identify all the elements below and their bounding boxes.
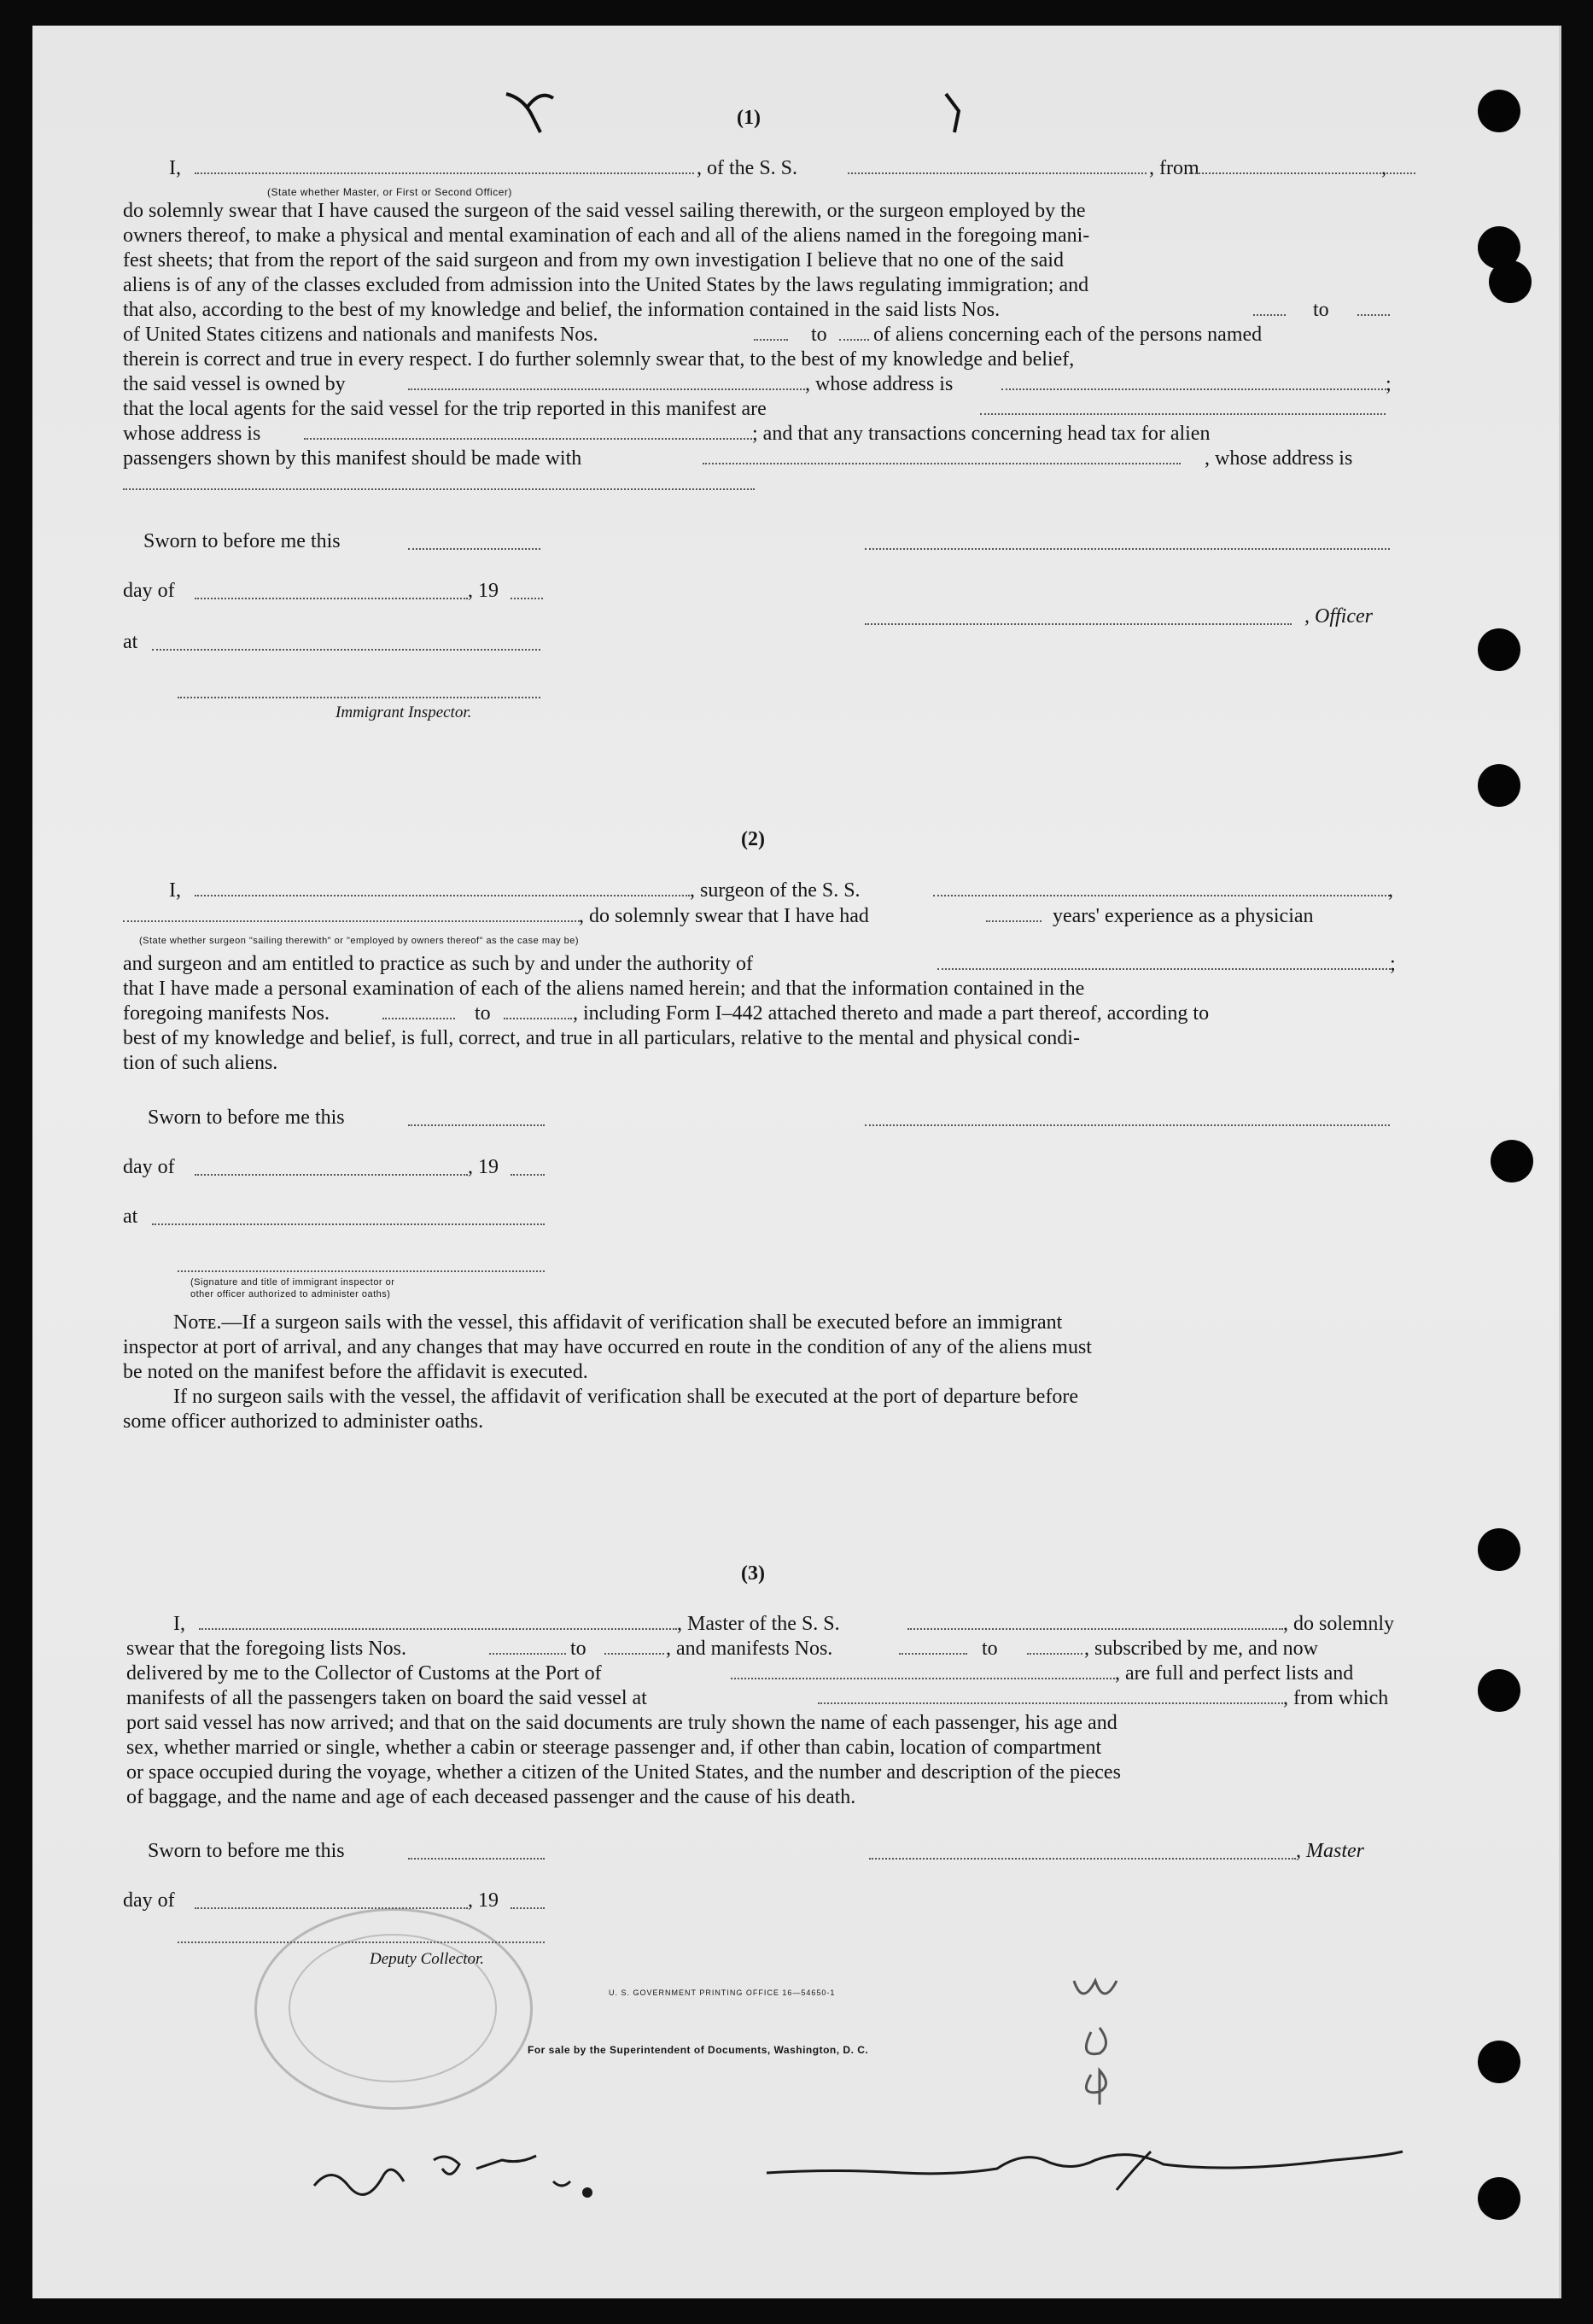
signature-line — [178, 1270, 545, 1272]
blank-line — [123, 488, 755, 490]
s1-of-aliens: of aliens concerning each of the persons named — [873, 324, 1263, 346]
blank-line — [511, 1907, 545, 1909]
signature-line — [865, 548, 1390, 550]
s3-full: , are full and perfect lists and — [1115, 1662, 1354, 1685]
blank-line — [511, 598, 543, 599]
s3-day-of: day of — [123, 1889, 175, 1912]
blank-line — [731, 1678, 1115, 1679]
punch-hole — [1478, 1669, 1520, 1712]
section-1-end: , — [1381, 157, 1386, 179]
section-1-i: I, — [169, 157, 181, 179]
blank-line — [899, 1653, 967, 1655]
s3-line: port said vessel has now arrived; and that on the said documents are truly shown the name of each passenger, his age and — [126, 1712, 1117, 1734]
punch-hole — [1478, 628, 1520, 671]
s3-swear: swear that the foregoing lists Nos. — [126, 1638, 406, 1660]
note-line: be noted on the manifest before the affidavit is executed. — [123, 1361, 588, 1383]
s3-deputy: Deputy Collector. — [370, 1950, 485, 1968]
s1-head-tax: ; and that any transactions concerning head tax for alien — [752, 423, 1211, 445]
s3-to2: to — [982, 1638, 998, 1660]
s2-year: , 19 — [468, 1156, 499, 1178]
note-line: inspector at port of arrival, and any changes that may have occurred en route in the condition of any of the aliens must — [123, 1336, 1092, 1358]
s2-line: foregoing manifests Nos. — [123, 1002, 330, 1025]
customs-stamp-inner — [289, 1934, 497, 2082]
sale-notice: For sale by the Superintendent of Documents, Washington, D. C. — [528, 2044, 869, 2056]
scan-border-right — [1559, 0, 1593, 2324]
s2-sig-note-2: other officer authorized to administer oaths) — [190, 1289, 391, 1299]
s3-subscribed: , subscribed by me, and now — [1084, 1638, 1318, 1660]
s3-line: of baggage, and the name and age of each deceased passenger and the cause of his death. — [126, 1786, 856, 1808]
blank-line — [195, 172, 694, 174]
s1-line: of United States citizens and nationals and manifests Nos. — [123, 324, 598, 346]
s2-form: , including Form I–442 attached thereto and made a part thereof, according to — [573, 1002, 1210, 1025]
s2-i: I, — [169, 879, 181, 902]
s1-to: to — [1313, 299, 1329, 321]
signature-line — [865, 1124, 1390, 1126]
s2-line: tion of such aliens. — [123, 1052, 278, 1074]
signature-line — [869, 1858, 1296, 1860]
gpo-imprint: U. S. GOVERNMENT PRINTING OFFICE 16—54650-1 — [609, 1988, 836, 1997]
s2-at: at — [123, 1206, 138, 1228]
s1-line: aliens is of any of the classes excluded from admission into the United States by the laws regulating immigration; and — [123, 274, 1089, 296]
s2-semicolon: ; — [1390, 953, 1396, 975]
s3-delivered: delivered by me to the Collector of Customs at the Port of — [126, 1662, 602, 1685]
s1-line: the said vessel is owned by — [123, 373, 346, 395]
punch-hole — [1491, 1140, 1533, 1182]
blank-line — [986, 920, 1042, 922]
blank-line — [604, 1653, 664, 1655]
signature-line — [178, 697, 540, 698]
s3-master: , Master of the S. S. — [677, 1613, 840, 1635]
handwritten-signature — [306, 2134, 647, 2211]
blank-line — [504, 1018, 572, 1019]
signature-line — [865, 623, 1292, 625]
s1-whose-address-end: , whose address is — [1205, 447, 1353, 470]
section-1-number: (1) — [737, 107, 761, 129]
s3-line: or space occupied during the voyage, whether a citizen of the United States, and the number and description of the pieces — [126, 1761, 1121, 1784]
handwritten-marks — [1065, 1947, 1142, 2117]
scan-border-top — [0, 0, 1593, 26]
s1-line: fest sheets; that from the report of the said surgeon and from my own investigation I believe that no one of the said — [123, 249, 1064, 272]
s3-to1: to — [570, 1638, 586, 1660]
blank-line — [408, 1858, 545, 1860]
s2-to: to — [475, 1002, 491, 1025]
blank-line — [754, 339, 788, 341]
s2-authority: and surgeon and am entitled to practice as such by and under the authority of — [123, 953, 753, 975]
blank-line — [907, 1628, 1283, 1630]
s3-year: , 19 — [468, 1889, 499, 1912]
punch-hole — [1478, 764, 1520, 807]
s2-sig-note-1: (Signature and title of immigrant inspector or — [190, 1277, 395, 1288]
blank-line — [199, 1628, 677, 1630]
blank-line — [408, 388, 805, 390]
s3-manifests-line: manifests of all the passengers taken on board the said vessel at — [126, 1687, 647, 1709]
s1-line: passengers shown by this manifest should be made with — [123, 447, 582, 470]
s2-years: years' experience as a physician — [1053, 905, 1314, 927]
s1-year: , 19 — [468, 580, 499, 602]
section-1-of-ss: , of the S. S. — [697, 157, 798, 179]
document-page — [32, 26, 1561, 2298]
blank-line — [511, 1174, 545, 1176]
blank-line — [382, 1018, 455, 1019]
s3-sworn: Sworn to before me this — [148, 1840, 345, 1862]
s2-sworn: Sworn to before me this — [148, 1107, 345, 1129]
officer-note: (State whether Master, or First or Second Officer) — [267, 186, 512, 198]
punch-hole — [1478, 2041, 1520, 2083]
blank-line — [195, 895, 690, 896]
s1-line: do solemnly swear that I have caused the surgeon of the said vessel sailing therewith, or the surgeon employed by the — [123, 200, 1086, 222]
blank-line — [408, 1124, 545, 1126]
blank-line — [489, 1653, 566, 1655]
s1-officer: , Officer — [1304, 605, 1373, 628]
blank-line — [152, 649, 540, 651]
blank-line — [1027, 1653, 1082, 1655]
s1-line: owners thereof, to make a physical and mental examination of each and all of the aliens named in the foregoing mani- — [123, 225, 1090, 247]
handwritten-line — [750, 2143, 1415, 2194]
blank-line — [937, 968, 1394, 970]
surgeon-note: (State whether surgeon "sailing therewith" or "employed by owners thereof" as the case may be) — [139, 936, 580, 946]
s1-line: that the local agents for the said vessel for the trip reported in this manifest are — [123, 398, 767, 420]
section-3-number: (3) — [741, 1562, 765, 1585]
s3-from: , from which — [1283, 1687, 1389, 1709]
scan-border-left — [0, 0, 32, 2324]
blank-line — [304, 438, 752, 440]
punch-hole — [1489, 260, 1532, 303]
s3-master-sig: , Master — [1296, 1840, 1364, 1862]
ink-mark — [937, 85, 972, 137]
s1-day-of: day of — [123, 580, 175, 602]
s1-line: whose address is — [123, 423, 261, 445]
s1-inspector: Immigrant Inspector. — [336, 704, 472, 721]
s1-semicolon: ; — [1386, 373, 1392, 395]
s2-line: that I have made a personal examination of each of the aliens named herein; and that the information contained in the — [123, 978, 1085, 1000]
s2-end: , — [1388, 879, 1393, 902]
blank-line — [1253, 314, 1286, 316]
blank-line — [1357, 314, 1390, 316]
s1-sworn: Sworn to before me this — [143, 530, 341, 552]
s1-line: that also, according to the best of my knowledge and belief, the information contained in the said lists Nos. — [123, 299, 1001, 321]
s2-swear: , do solemnly swear that I have had — [579, 905, 869, 927]
s2-line: best of my knowledge and belief, is full, correct, and true in all particulars, relative to the mental and physical condi- — [123, 1027, 1080, 1049]
blank-line — [933, 895, 1390, 896]
blank-line — [1001, 388, 1390, 390]
s1-at: at — [123, 631, 138, 653]
punch-hole — [1478, 2177, 1520, 2220]
blank-line — [195, 598, 468, 599]
blank-line — [818, 1702, 1283, 1704]
blank-line — [195, 1907, 468, 1909]
s3-solemnly: , do solemnly — [1283, 1613, 1394, 1635]
s3-i: I, — [173, 1613, 185, 1635]
section-2-number: (2) — [741, 828, 765, 850]
s1-to: to — [811, 324, 827, 346]
blank-line — [980, 413, 1386, 415]
blank-line — [848, 172, 1147, 174]
blank-line — [123, 920, 580, 922]
scan-border-bottom — [0, 2298, 1593, 2324]
blank-line — [839, 339, 869, 341]
note-line: If no surgeon sails with the vessel, the affidavit of verification shall be executed at the port of departure before — [173, 1386, 1079, 1408]
s2-day-of: day of — [123, 1156, 175, 1178]
blank-line — [152, 1223, 545, 1225]
s3-manifests: , and manifests Nos. — [666, 1638, 833, 1660]
note-line: some officer authorized to administer oaths. — [123, 1410, 484, 1433]
section-1-from: , from — [1149, 157, 1199, 179]
blank-line — [195, 1174, 468, 1176]
blank-line — [408, 548, 540, 550]
note-line: Nᴏᴛᴇ.—If a surgeon sails with the vessel, this affidavit of verification shall be executed before an immigrant — [173, 1311, 1063, 1334]
s2-surgeon: , surgeon of the S. S. — [690, 879, 861, 902]
s3-line: sex, whether married or single, whether a cabin or steerage passenger and, if other than cabin, location of compartment — [126, 1737, 1102, 1759]
ink-mark — [498, 81, 583, 141]
blank-line — [703, 463, 1181, 464]
s1-whose-address: , whose address is — [805, 373, 954, 395]
s1-line: therein is correct and true in every respect. I do further solemnly swear that, to the best of my knowledge and belief, — [123, 348, 1075, 371]
